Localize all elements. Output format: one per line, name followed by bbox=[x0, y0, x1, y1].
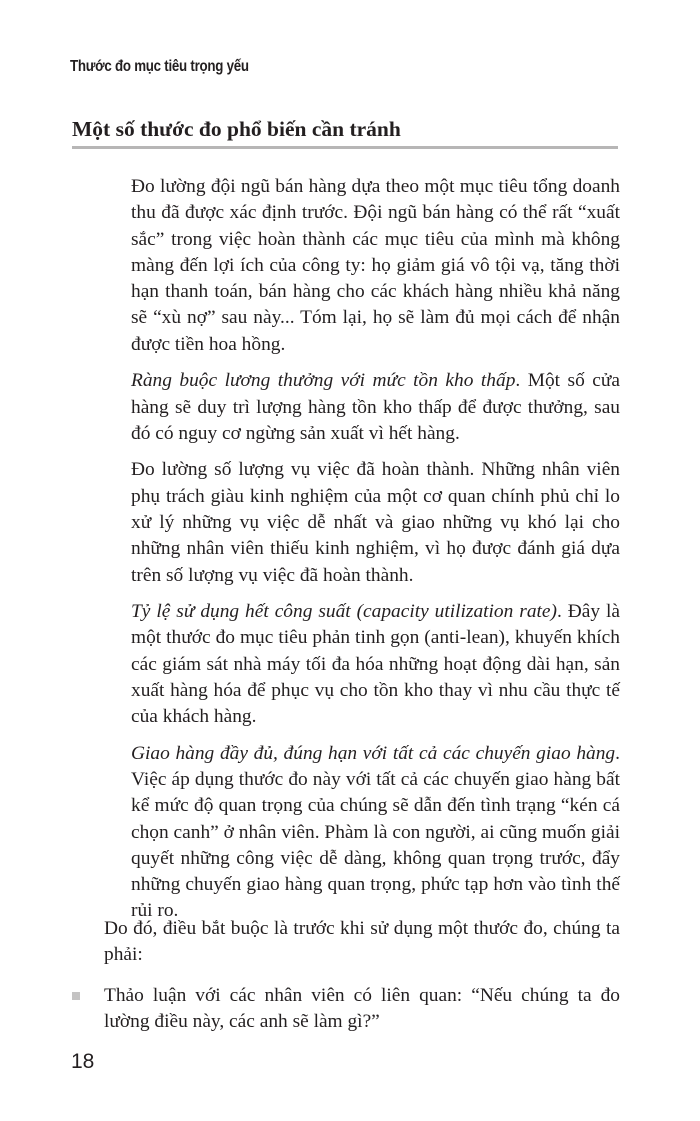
section-title-rule bbox=[72, 146, 618, 149]
paragraph-on-time-delivery bbox=[131, 741, 620, 925]
paragraph-lead: Tỷ lệ sử dụng hết công suất (capacity utilization rate) bbox=[131, 601, 557, 623]
paragraph-text: . Một số cửa hàng sẽ duy trì lượng hàng tồn kho thấp để được thưởng, sau đó có nguy cơ ngừng sản xuất vì hết hàng. bbox=[131, 370, 621, 444]
paragraph-cases-completed bbox=[131, 457, 620, 588]
body-text bbox=[104, 174, 620, 935]
paragraph-text: . Đây là một thước đo mục tiêu phản tinh gọn (anti-lean), khuyến khích các giám sát nhà máy tối đa hóa những hoạt động dài hạn, sản xuất hàng hóa để phục vụ cho tồn kho thay vì nhu cầu thực tế của khách hàng. bbox=[131, 601, 621, 728]
paragraph-sales-target bbox=[131, 174, 620, 358]
paragraph-text: Đo lường đội ngũ bán hàng dựa theo một mục tiêu tổng doanh thu đã được xác định trước. Đội ngũ bán hàng có thể rất “xuất sắc” trong việc hoàn thành các mục tiêu của mình mà không màng đến lợi ích của công ty: họ giảm giá vô tội vạ, tăng thời hạn thanh toán, bán hàng cho các khách hàng nhiều khả năng sẽ “xù nợ” sau này... Tóm lại, họ sẽ làm đủ mọi cách để nhận được tiền hoa hồng. bbox=[131, 176, 620, 355]
page-number: 18 bbox=[71, 1050, 95, 1073]
running-header: Thước đo mục tiêu trọng yếu bbox=[70, 58, 249, 75]
paragraph-lead: Giao hàng đầy đủ, đúng hạn với tất cả các chuyến giao hàng bbox=[131, 742, 616, 764]
paragraph-low-inventory bbox=[131, 368, 620, 447]
bullet-text: Thảo luận với các nhân viên có liên quan: “Nếu chúng ta đo lường điều này, các anh sẽ làm gì?” bbox=[104, 985, 620, 1033]
paragraph-capacity-utilization bbox=[131, 599, 620, 730]
square-bullet-icon bbox=[72, 992, 80, 1000]
paragraph-lead: Ràng buộc lương thưởng với mức tồn kho thấp bbox=[131, 370, 516, 392]
bullet-item bbox=[72, 983, 620, 1036]
paragraph-text: . Việc áp dụng thước đo này với tất cả các chuyến giao hàng bất kể mức độ quan trọng của chúng sẽ dẫn đến tình trạng “kén cá chọn canh” ở nhân viên. Phàm là con người, ai cũng muốn giải quyết những công việc dễ dàng, không quan trọng trước, đẩy những chuyến giao hàng quan trọng, phức tạp hơn vào tình thế rủi ro. bbox=[131, 742, 620, 922]
closing-paragraph: Do đó, điều bắt buộc là trước khi sử dụng một thước đo, chúng ta phải: bbox=[104, 918, 620, 966]
section-title: Một số thước đo phổ biến cần tránh bbox=[72, 117, 401, 141]
paragraph-text: Đo lường số lượng vụ việc đã hoàn thành. Những nhân viên phụ trách giàu kinh nghiệm của một cơ quan chính phủ chỉ lo xử lý những vụ việc dễ nhất và giao những vụ khó lại cho những nhân viên thiếu kinh nghiệm, vì họ được đánh giá dựa trên số lượng vụ việc đã hoàn thành. bbox=[131, 459, 620, 586]
